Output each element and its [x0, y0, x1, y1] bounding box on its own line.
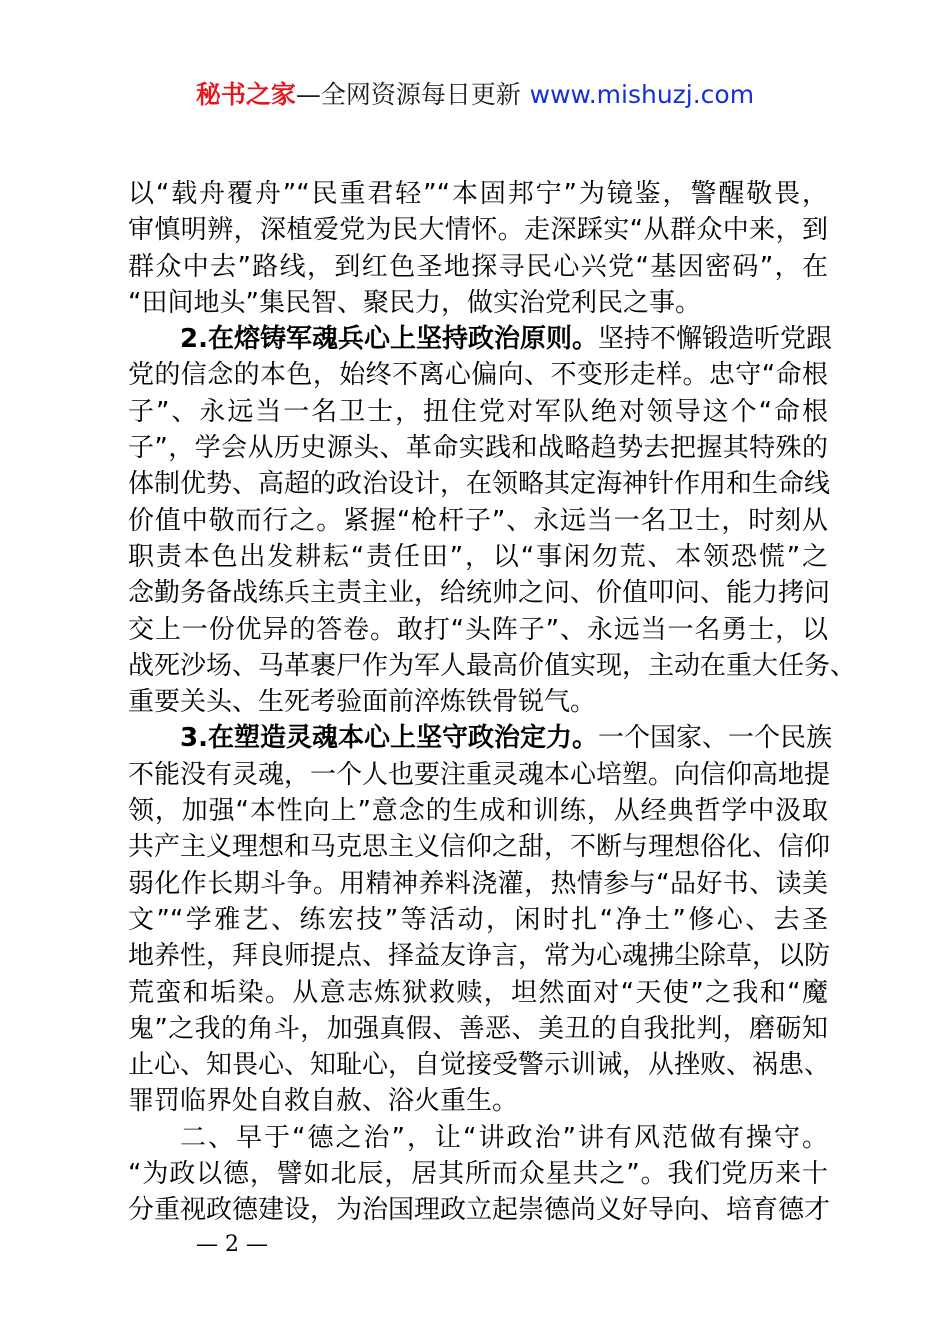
line-text: 以“载舟覆舟”“民重君轻”“本固邦宁”为镜鉴，警醒敬畏， — [128, 179, 828, 209]
text-line — [128, 648, 857, 684]
line-text: 鬼”之我的角斗，加强真假、善恶、美丑的自我批判，磨砺知 — [128, 1013, 828, 1044]
line-text: 重要关头、生死考验面前淬炼铁骨锐气。 — [128, 687, 597, 718]
line-text: 分重视政德建设，为治国理政立起崇德尚义好导向、培育德才 — [128, 1195, 831, 1226]
line-text: 价值中敬而行之。紧握“枪杆子”、永远当一名卫士，时刻从 — [128, 505, 828, 536]
line-text: 共产主义理想和马克思主义信仰之甜，不断与理想俗化、信仰 — [128, 832, 831, 863]
line-text: 审慎明辨，深植爱党为民大情怀。走深踩实“从群众中来，到 — [128, 215, 828, 246]
text-line — [128, 1047, 831, 1083]
line-text: 二、早于“德之治”，让“讲政治”讲有风范做有操守。 — [180, 1122, 828, 1153]
text-line — [128, 176, 828, 212]
line-text: 坚持不懈锻造听党跟 — [597, 324, 832, 355]
line-text: 荒蛮和垢染。从意志炼狱救赎，坦然面对“天使”之我和“魔 — [128, 977, 828, 1008]
text-line — [128, 684, 828, 720]
line-text: 一个国家、一个民族 — [597, 723, 832, 754]
section-heading: 2.在熔铸军魂兵心上坚持政治原则。 — [180, 324, 598, 355]
line-text: 止心、知畏心、知耻心，自觉接受警示训诫，从挫败、祸患、 — [128, 1050, 831, 1081]
line-text: 交上一份优异的答卷。敢打“头阵子”、永远当一名勇士，以 — [128, 614, 828, 645]
text-line — [128, 975, 828, 1011]
text-line — [128, 793, 828, 829]
site-tagline: —全网资源每日更新 — [295, 80, 521, 109]
text-line — [128, 1120, 828, 1156]
text-line — [128, 466, 831, 502]
text-line — [128, 212, 828, 248]
line-text: 子”，学会从历史源头、革命实践和战略趋势去把握其特殊的 — [128, 433, 828, 464]
text-line — [128, 285, 828, 321]
document-body — [128, 176, 857, 1229]
text-line — [128, 1083, 828, 1119]
text-line — [128, 357, 828, 393]
text-line — [128, 249, 828, 285]
line-text: 地养性，拜良师提点、择益友诤言，常为心魂拂尘除草，以防 — [128, 941, 831, 972]
text-line — [128, 612, 828, 648]
line-text: 领，加强“本性向上”意念的生成和训练，从经典哲学中汲取 — [128, 796, 828, 827]
text-line — [128, 902, 828, 938]
line-text: 群众中去”路线，到红色圣地探寻民心兴党“基因密码”，在 — [128, 251, 828, 282]
line-text: “田间地头”集民智、聚民力，做实治党利民之事。 — [128, 287, 701, 318]
line-text: 不能没有灵魂，一个人也要注重灵魂本心培塑。向信仰高地提 — [128, 759, 831, 790]
line-text: 职责本色出发耕耘“责任田”，以“事闲勿荒、本领恐慌”之 — [128, 541, 828, 572]
text-line — [128, 575, 831, 611]
line-text: 党的信念的本色，始终不离心偏向、不变形走样。忠守“命根 — [128, 360, 828, 391]
site-brand: 秘书之家 — [195, 80, 296, 109]
line-text: 文”“学雅艺、练宏技”等活动，闲时扎“净土”修心、去圣 — [128, 904, 828, 935]
page-number: — 2 — — [196, 1232, 268, 1257]
site-header — [0, 78, 950, 112]
text-line — [128, 430, 828, 466]
text-line — [128, 757, 831, 793]
text-line — [128, 539, 828, 575]
text-line — [128, 866, 828, 902]
text-line — [128, 394, 828, 430]
site-url-link[interactable]: www.mishuzj.com — [529, 80, 755, 109]
section-heading: 3.在塑造灵魂本心上坚守政治定力。 — [180, 723, 598, 754]
line-text: 念勤务备战练兵主责主业，给统帅之问、价值叩问、能力拷问 — [128, 578, 831, 609]
line-text: 罪罚临界处自救自赦、浴火重生。 — [128, 1086, 519, 1117]
line-text: 战死沙场、马革裹尸作为军人最高价值实现，主动在重大任务、 — [128, 650, 857, 681]
line-text: 子”、永远当一名卫士，扭住党对军队绝对领导这个“命根 — [128, 396, 828, 427]
line-text: 弱化作长期斗争。用精神养料浇灌，热情参与“品好书、读美 — [128, 868, 828, 899]
text-line — [128, 321, 832, 357]
text-line — [128, 503, 828, 539]
line-text: 体制优势、高超的政治设计，在领略其定海神针作用和生命线 — [128, 469, 831, 500]
text-line — [128, 829, 831, 865]
text-line — [128, 1011, 828, 1047]
text-line — [128, 720, 832, 756]
text-line — [128, 938, 831, 974]
line-text: “为政以德，譬如北辰，居其所而众星共之”。我们党历来十 — [128, 1159, 828, 1190]
text-line — [128, 1156, 828, 1192]
text-line — [128, 1192, 831, 1228]
